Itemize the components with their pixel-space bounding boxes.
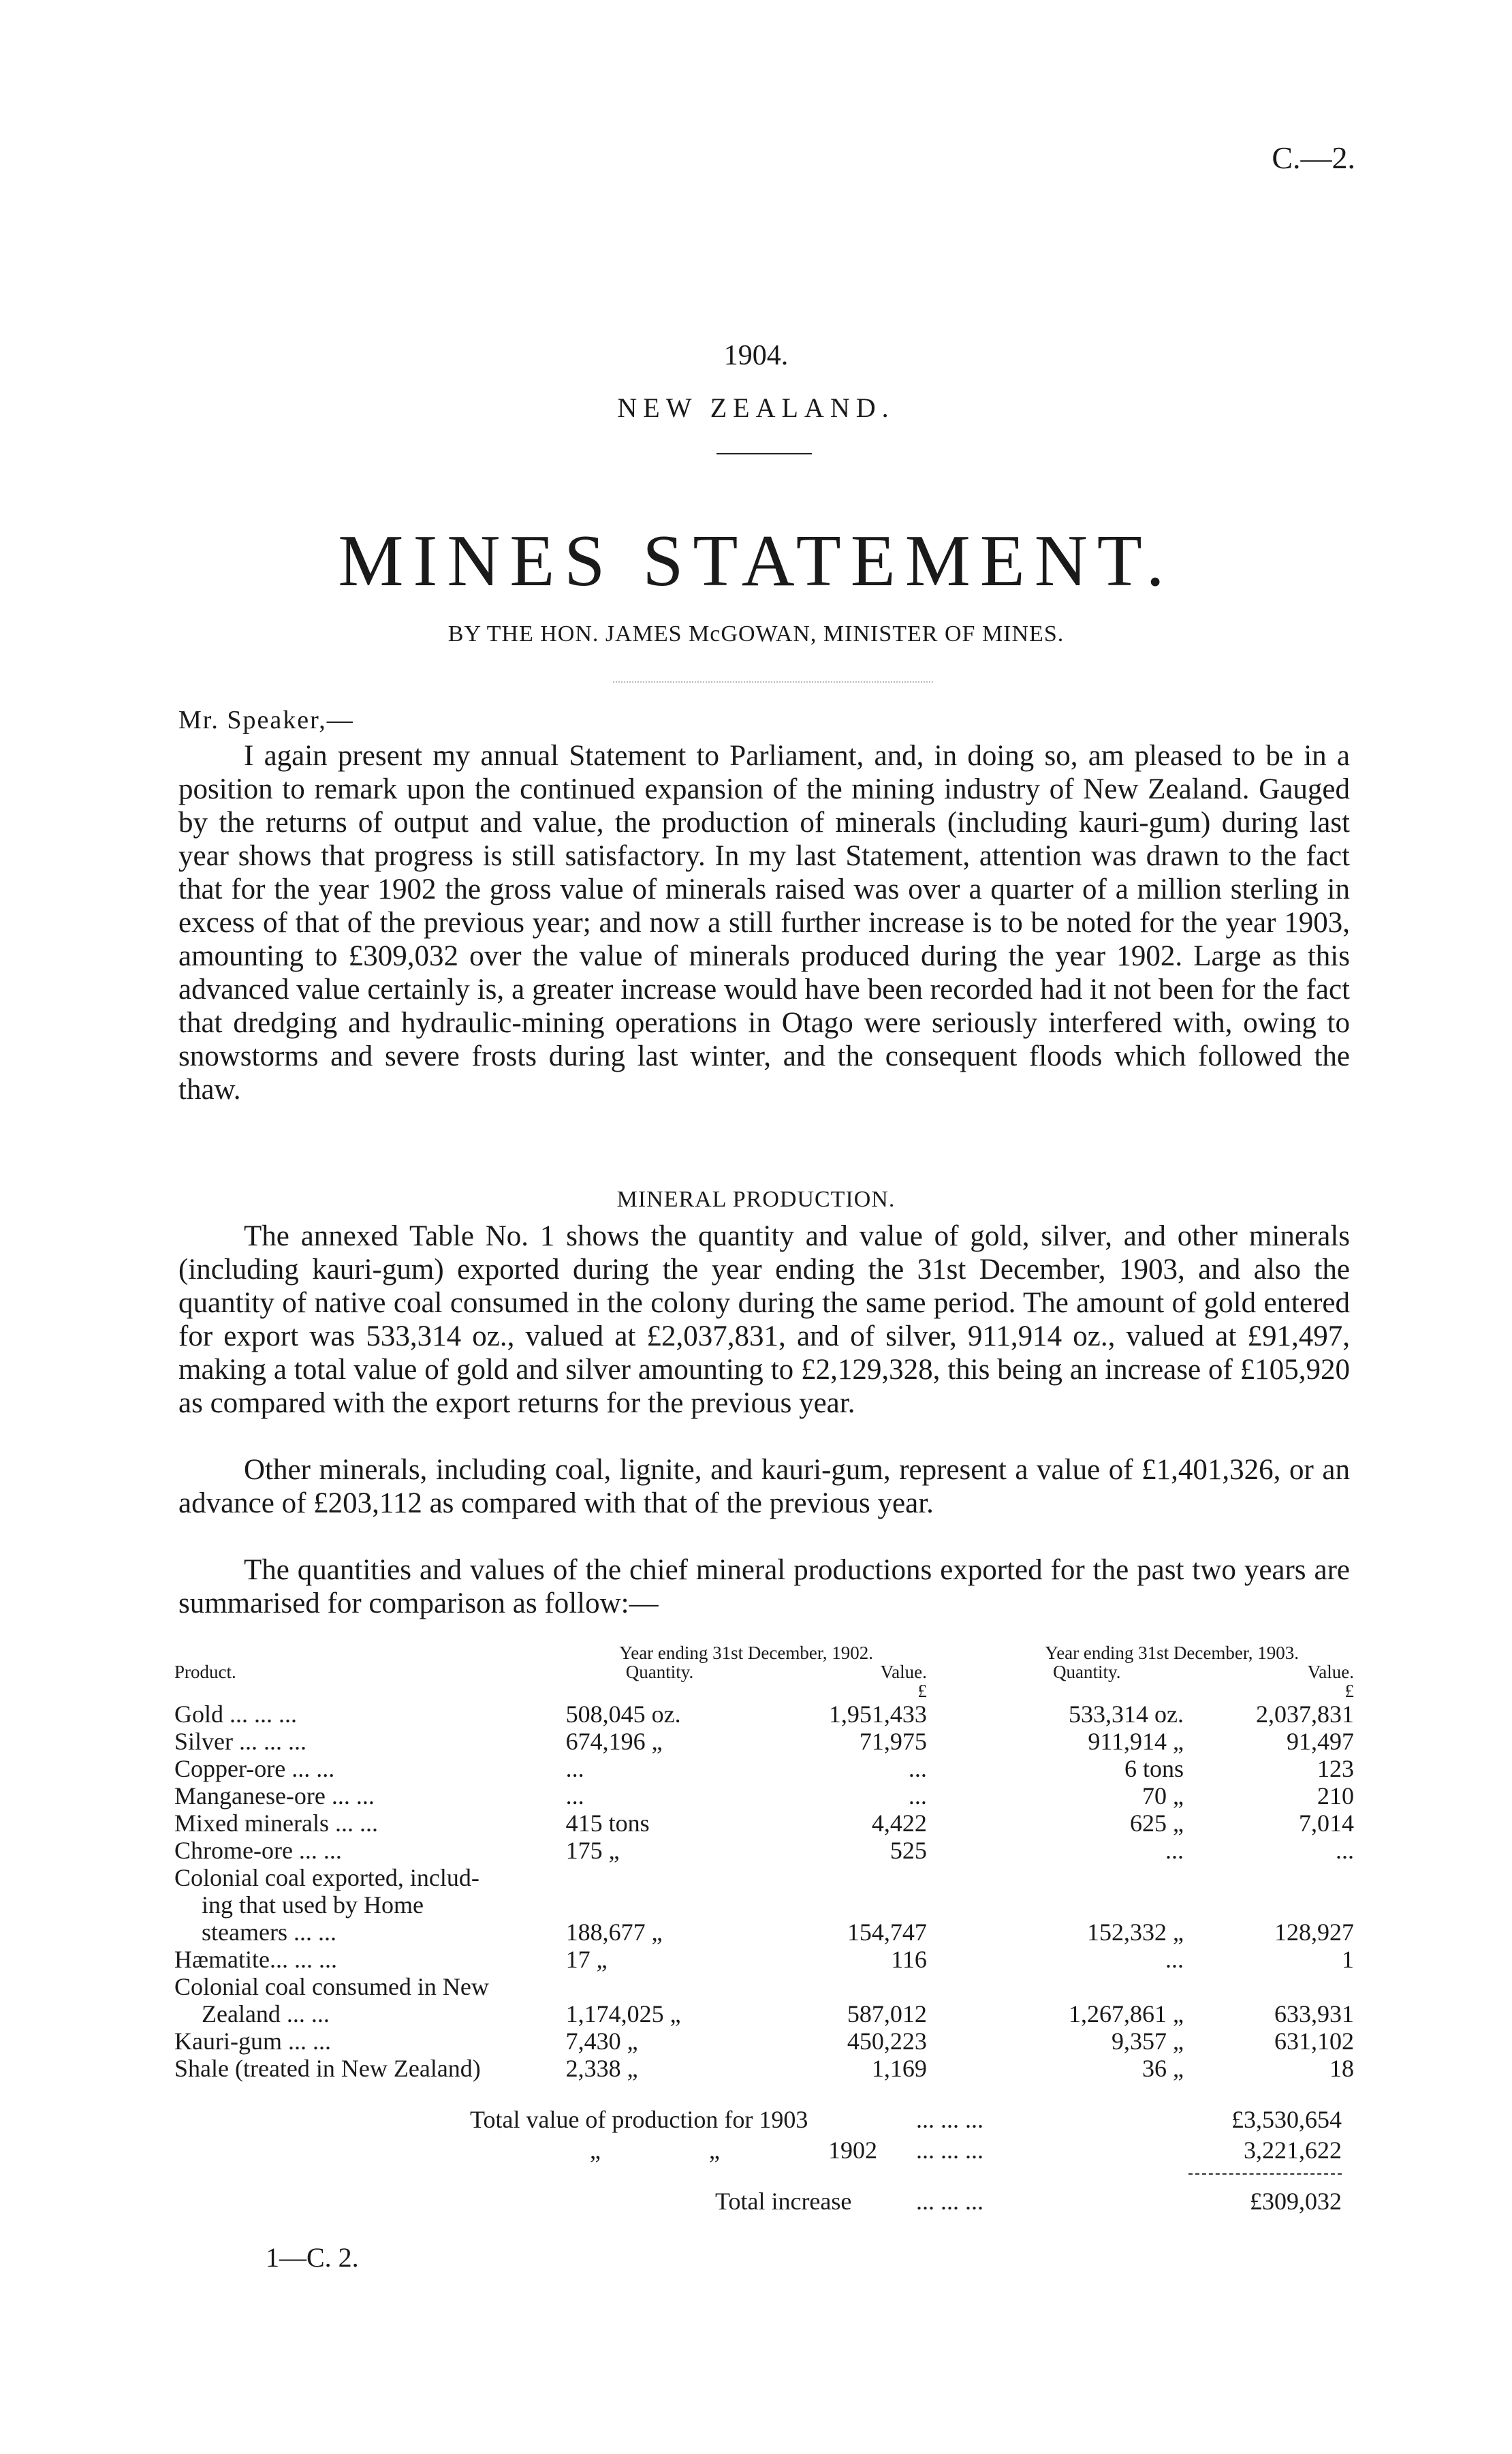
total-increase-leaders: ... ... ... — [916, 2188, 983, 2215]
header-value-1903: Value. — [1307, 1662, 1354, 1682]
cell-v1903: 2,037,831 — [1256, 1700, 1354, 1728]
cell-v1903: 210 — [1317, 1782, 1354, 1810]
cell-v1903: 1 — [1342, 1946, 1354, 1973]
paragraph-summary: The quantities and values of the chief mineral productions exported for the past two years are summarised for comparison as follow:— — [178, 1554, 1350, 1619]
cell-product: Gold ... ... ... — [174, 1700, 297, 1728]
cell-v1903 — [1186, 1891, 1357, 1919]
cell-q1903: 36 „ — [1142, 2055, 1184, 2082]
cell-q1902: 188,677 „ — [565, 1919, 663, 1946]
cell-product: Manganese-ore ... ... — [174, 1782, 375, 1810]
header-quantity-1902: Quantity. — [625, 1662, 694, 1682]
total-increase-value: £309,032 — [1250, 2188, 1342, 2215]
table-row — [172, 1891, 1357, 1919]
table-row — [172, 1973, 1357, 2000]
cell-q1903 — [987, 1864, 1186, 1891]
cell-q1902: 175 „ — [565, 1837, 620, 1864]
cell-q1902 — [563, 1864, 757, 1891]
table-row — [172, 2000, 1357, 2028]
cell-v1903: 7,014 — [1299, 1810, 1354, 1837]
cell-v1902: 4,422 — [871, 1810, 927, 1837]
header-year-1902: Year ending 31st December, 1902. — [619, 1643, 874, 1663]
table-row — [172, 2028, 1357, 2055]
cell-q1903: 6 tons — [1124, 1755, 1184, 1782]
cell-q1902 — [563, 1973, 757, 2000]
table-row — [172, 1782, 1357, 1810]
cell-v1902: 71,975 — [859, 1728, 927, 1755]
table-row — [172, 1700, 1357, 1728]
cell-q1903: ... — [1165, 1946, 1184, 1973]
cell-product: Hæmatite... ... ... — [174, 1946, 337, 1973]
page-signature: 1—C. 2. — [266, 2242, 359, 2273]
table-body — [172, 1700, 1357, 2082]
table-row — [172, 1728, 1357, 1755]
cell-product: Kauri-gum ... ... — [174, 2028, 331, 2055]
cell-q1903: 911,914 „ — [1088, 1728, 1184, 1755]
paragraph-table-intro: The annexed Table No. 1 shows the quantity and value of gold, silver, and other minerals (including kauri-gum) exported during the year ending the 31st December, 1903, and also the quantity of native coal consumed in the colony during the same period. The amount of gold entered for export was 533,314 oz., valued at £2,037,831, and of silver, 911,914 oz., valued at £91,497, making a total value of gold and silver amounting to £2,129,328, this being an increase of £105,920 as compared with the export returns for the previous year. — [178, 1220, 1350, 1419]
cell-q1903: 9,357 „ — [1112, 2028, 1184, 2055]
page-title: MINES STATEMENT. — [338, 521, 1174, 602]
cell-q1903: ... — [1165, 1837, 1184, 1864]
title-rule — [716, 453, 812, 454]
table-row — [172, 2055, 1357, 2082]
cell-product: ing that used by Home — [202, 1891, 424, 1919]
cell-product: Shale (treated in New Zealand) — [174, 2055, 481, 2082]
cell-q1902: ... — [565, 1755, 584, 1782]
cell-q1902: 17 „ — [565, 1946, 608, 1973]
total-1903-leaders: ... ... ... — [916, 2106, 983, 2133]
table-row — [172, 1946, 1357, 1973]
cell-v1903: ... — [1336, 1837, 1354, 1864]
country-heading: NEW ZEALAND. — [617, 392, 895, 423]
total-1903-label: Total value of production for 1903 — [470, 2106, 808, 2133]
cell-q1902: 2,338 „ — [565, 2055, 638, 2082]
cell-product: Colonial coal exported, includ- — [174, 1864, 479, 1891]
cell-v1903: 18 — [1329, 2055, 1354, 2082]
cell-product: Copper-ore ... ... — [174, 1755, 335, 1782]
cell-q1902 — [563, 1891, 757, 1919]
cell-product: Colonial coal consumed in New — [174, 1973, 489, 2000]
cell-q1903 — [987, 1891, 1186, 1919]
cell-v1903: 123 — [1317, 1755, 1354, 1782]
currency-1902: £ — [917, 1681, 927, 1701]
cell-product: Mixed minerals ... ... — [174, 1810, 378, 1837]
cell-v1902: 1,951,433 — [828, 1700, 927, 1728]
total-1902-leaders: ... ... ... — [916, 2137, 983, 2164]
cell-v1902: 154,747 — [847, 1919, 927, 1946]
cell-q1903 — [987, 1973, 1186, 2000]
cell-q1903: 625 „ — [1130, 1810, 1184, 1837]
cell-v1902: ... — [908, 1755, 927, 1782]
cell-q1903: 533,314 oz. — [1069, 1700, 1184, 1728]
cell-v1902: ... — [908, 1782, 927, 1810]
table-row — [172, 1919, 1357, 1946]
byline: BY THE HON. JAMES McGOWAN, MINISTER OF MINES. — [447, 621, 1065, 647]
header-product: Product. — [174, 1662, 236, 1682]
cell-v1902: 116 — [891, 1946, 927, 1973]
header-value-1902: Value. — [880, 1662, 927, 1682]
header-quantity-1903: Quantity. — [1052, 1662, 1121, 1682]
production-table — [172, 1643, 1357, 2082]
total-1902-value: 3,221,622 — [1244, 2137, 1342, 2164]
currency-1903: £ — [1344, 1681, 1354, 1701]
cell-v1903: 633,931 — [1274, 2000, 1354, 2028]
cell-q1902: 1,174,025 „ — [565, 2000, 681, 2028]
intro-paragraph: I again present my annual Statement to Parliament, and, in doing so, am pleased to be in a position to remark upon the continued expansion of the mining industry of New Zealand. Gauged by the returns of output and value, the production of minerals (including kauri-gum) during last year shows that progress is still satisfactory. In my last Statement, attention was drawn to the fact that for the year 1902 the gross value of minerals raised was over a quarter of a million sterling in excess of that of the previous year; and now a still further increase is to be noted for the year 1903, amounting to £309,032 over the value of minerals produced during the year 1902. Large as this advanced value certainly is, a greater increase would have been recorded had it not been for the fact that dredging and hydraulic-mining operations in Otago were seriously interfered with, owing to snowstorms and severe frosts during last winter, and the consequent floods which followed the thaw. — [178, 740, 1350, 1106]
cell-v1902 — [756, 1973, 929, 2000]
section-heading: MINERAL PRODUCTION. — [616, 1187, 896, 1212]
header-year-1903: Year ending 31st December, 1903. — [1045, 1643, 1300, 1663]
cell-v1902: 587,012 — [847, 2000, 927, 2028]
cell-q1903: 152,332 „ — [1087, 1919, 1184, 1946]
table-row — [172, 1810, 1357, 1837]
total-rule — [1188, 2173, 1342, 2175]
document-year: 1904. — [723, 340, 789, 371]
cell-v1903 — [1186, 1864, 1357, 1891]
cell-q1902: ... — [565, 1782, 584, 1810]
cell-q1902: 7,430 „ — [565, 2028, 638, 2055]
cell-v1903 — [1186, 1973, 1357, 2000]
cell-v1902: 1,169 — [871, 2055, 927, 2082]
table-row — [172, 1837, 1357, 1864]
cell-q1902: 674,196 „ — [565, 1728, 663, 1755]
cell-v1902: 525 — [889, 1837, 927, 1864]
cell-v1903: 128,927 — [1274, 1919, 1354, 1946]
cell-v1903: 91,497 — [1287, 1728, 1354, 1755]
paragraph-other-minerals: Other minerals, including coal, lignite, and kauri-gum, represent a value of £1,401,326, or an advance of £203,112 as compared with that of the previous year. — [178, 1454, 1350, 1519]
cell-v1903: 631,102 — [1274, 2028, 1354, 2055]
divider — [613, 681, 933, 683]
cell-product: Silver ... ... ... — [174, 1728, 306, 1755]
table-row — [172, 1755, 1357, 1782]
cell-product: Zealand ... ... — [202, 2000, 330, 2028]
cell-product: steamers ... ... — [202, 1919, 336, 1946]
cell-q1903: 1,267,861 „ — [1069, 2000, 1184, 2028]
total-1903-value: £3,530,654 — [1231, 2106, 1342, 2133]
cell-v1902 — [756, 1864, 929, 1891]
salutation: Mr. Speaker,— — [178, 706, 354, 734]
cell-q1903: 70 „ — [1142, 1782, 1184, 1810]
cell-v1902 — [756, 1891, 929, 1919]
total-1902-label: „ „ 1902 — [590, 2137, 877, 2164]
cell-q1902: 508,045 oz. — [565, 1700, 681, 1728]
total-increase-label: Total increase — [715, 2188, 852, 2215]
table-row — [172, 1864, 1357, 1891]
cell-product: Chrome-ore ... ... — [174, 1837, 342, 1864]
cell-q1902: 415 tons — [565, 1810, 650, 1837]
document-reference: C.—2. — [1272, 140, 1355, 175]
cell-v1902: 450,223 — [847, 2028, 927, 2055]
